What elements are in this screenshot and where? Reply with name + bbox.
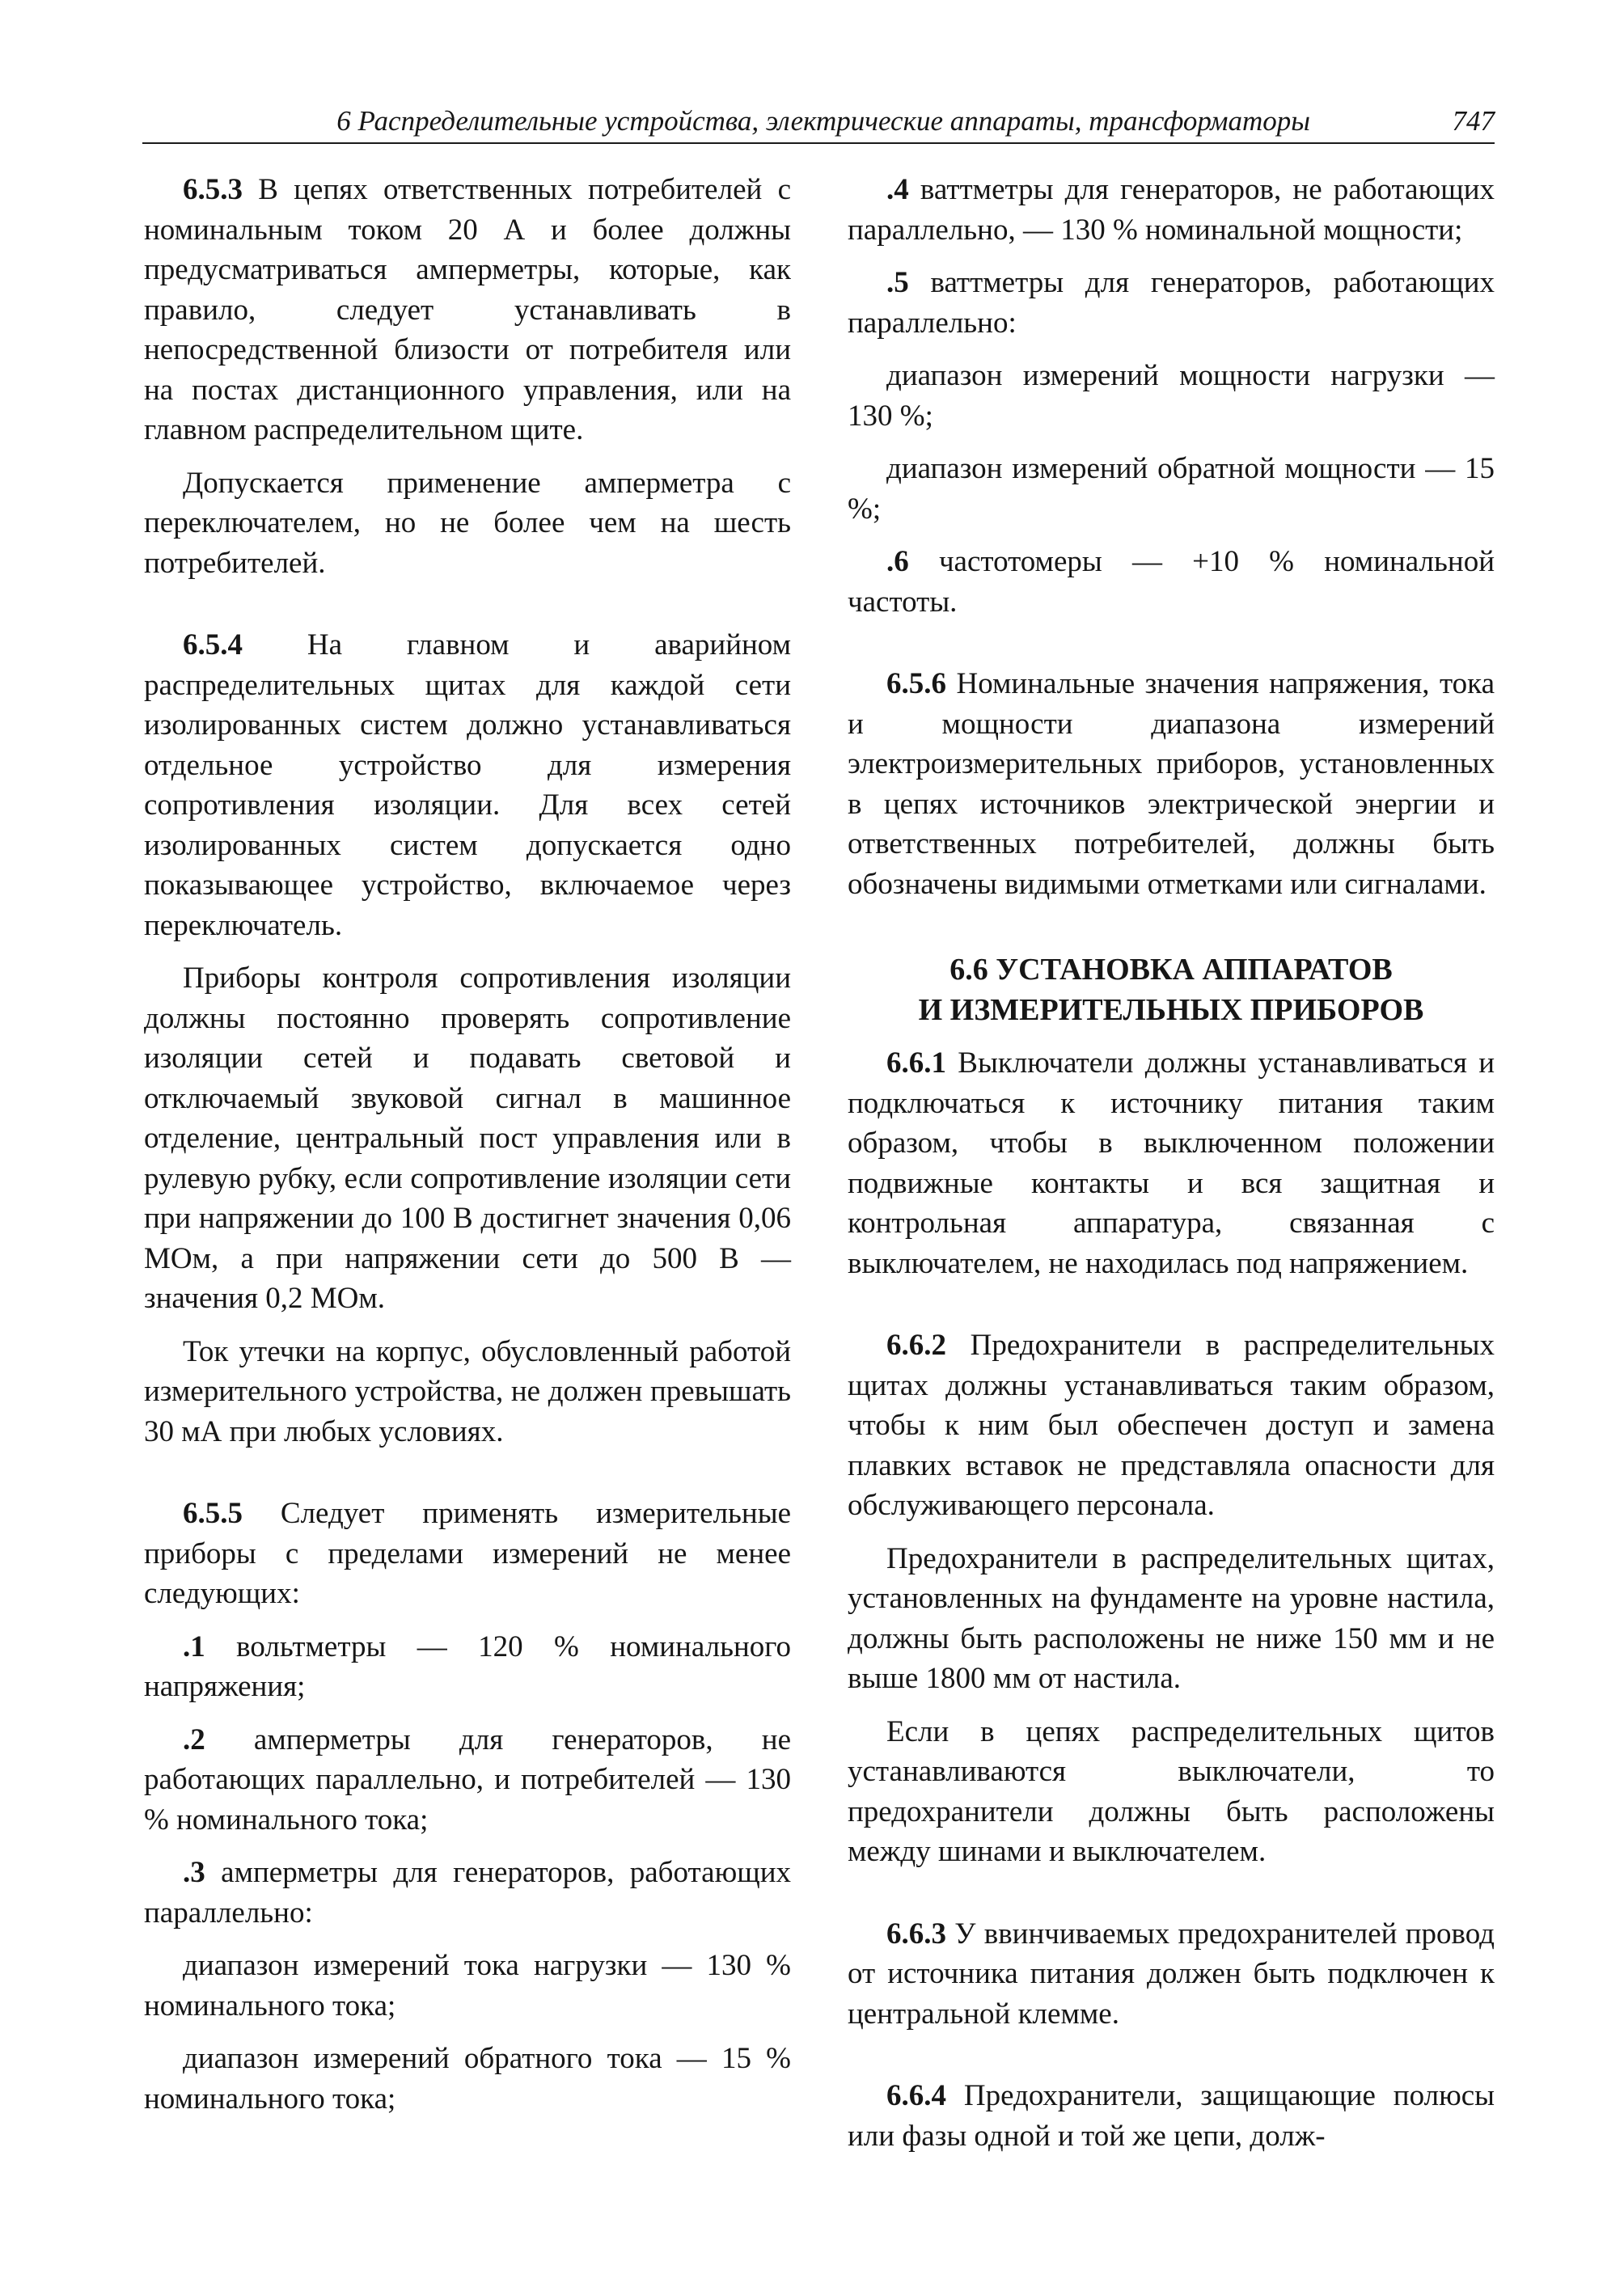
paragraph: Ток утечки на корпус, обусловленный работой измерительного устройства, не должен превышать 30 мА при любых условиях. (144, 1334, 791, 1448)
clause-6-5-3 (144, 170, 791, 450)
clause-6-6-3 (848, 1914, 1495, 2035)
item-text: амперметры для генераторов, не работающих параллельно, и потребителей — 130 % номинального тока; (144, 1722, 791, 1837)
paragraph: Предохранители в распределительных щитах, установленных на фундаменте на уровне настила, должны быть расположены не ниже 150 мм и не выше 1800 мм от настила. (848, 1541, 1495, 1695)
item-text: вольтметры — 120 % номинального напряжения; (144, 1629, 791, 1703)
clause-6-5-6 (848, 664, 1495, 904)
item-number: .1 (183, 1629, 205, 1663)
section-title-line-2: И ИЗМЕРИТЕЛЬНЫХ ПРИБОРОВ (918, 993, 1424, 1027)
sub-item: диапазон измерений обратного тока — 15 % номинального тока; (144, 2042, 791, 2116)
clause-number: 6.6.1 (886, 1046, 946, 1080)
clause-number: 6.5.4 (183, 628, 243, 662)
clause-text: Предохранители в распределительных щитах должны устанавливаться таким образом, чтобы к ним был обеспечен доступ и замена плавких вставок не представляла опасности для обслуживающего персонала. (848, 1329, 1495, 1522)
running-title: 6 Распределительные устройства, электрические аппараты, трансформаторы (336, 105, 1310, 137)
clause-text: Следует применять измерительные приборы с пределами измерений не менее следующих: (144, 1497, 792, 1610)
list-item-4 (848, 170, 1495, 250)
clause-number: 6.5.3 (183, 173, 243, 206)
clause-6-6-4 (848, 2076, 1495, 2156)
clause-number: 6.6.2 (886, 1329, 946, 1362)
section-title (848, 949, 1495, 1030)
item-number: .6 (886, 545, 909, 578)
clause-text: У ввинчиваемых предохранителей провод от источника питания должен быть подключен к центральной клемме. (848, 1917, 1495, 2031)
clause-number: 6.5.5 (183, 1497, 243, 1530)
running-header (142, 100, 1495, 144)
right-column (848, 170, 1495, 2156)
page-number: 747 (1452, 105, 1495, 137)
left-column (144, 170, 791, 2119)
sub-item: диапазон измерений мощности нагрузки — 130 %; (848, 359, 1495, 433)
clause-text: В цепях ответственных потребителей с номинальным током 20 А и более должны предусматриваться амперметры, которые, как правило, следует устанавливать в непосредственной близости от потребителя или на постах дистанционного управления, или на главном распределительном щите. (144, 173, 791, 446)
item-text: частотомеры — +10 % номинальной частоты. (848, 545, 1495, 619)
clause-text: Выключатели должны устанавливаться и подключаться к источнику питания таким образом, чтобы в выключенном положении подвижные контакты и вся защитная и контрольная аппаратура, связанная с выключателем, не находилась под напряжением. (848, 1046, 1495, 1280)
item-number: .3 (183, 1856, 205, 1889)
list-item-1 (144, 1627, 791, 1707)
sub-item: диапазон измерений тока нагрузки — 130 % номинального тока; (144, 1949, 791, 2023)
item-text: ваттметры для генераторов, работающих параллельно: (848, 266, 1495, 340)
item-text: ваттметры для генераторов, не работающих параллельно, — 130 % номинальной мощности; (848, 173, 1495, 247)
sub-item: диапазон измерений обратной мощности — 15 %; (848, 452, 1495, 526)
item-number: .2 (183, 1722, 205, 1756)
paragraph: Приборы контроля сопротивления изоляции должны постоянно проверять сопротивление изоляции сетей и подавать световой и отключаемый звуковой сигнал в машинное отделение, центральный пост управления или в рулевую рубку, если сопротивление изоляции сети при напряжении до 100 В достигнет значения 0,06 МОм, а при напряжении сети до 500 В — значения 0,2 МОм. (144, 962, 791, 1315)
clause-text: На главном и аварийном распределительных щитах для каждой сети изолированных систем должно устанавливаться отдельное устройство для измерения сопротивления изоляции. Для всех сетей изолированных систем допускается одно показывающее устройство, включаемое через переключатель. (144, 628, 792, 942)
clause-6-6-2 (848, 1325, 1495, 1526)
clause-number: 6.6.3 (886, 1917, 946, 1951)
clause-6-5-4 (144, 625, 791, 945)
clause-number: 6.6.4 (886, 2079, 946, 2112)
item-number: .4 (886, 173, 909, 206)
clause-number: 6.5.6 (886, 667, 946, 700)
clause-text: Предохранители, защищающие полюсы или фазы одной и той же цепи, долж- (848, 2079, 1495, 2153)
list-item-3 (144, 1853, 791, 1933)
list-item-5 (848, 263, 1495, 343)
list-item-2 (144, 1720, 791, 1841)
section-title-line-1: 6.6 УСТАНОВКА АППАРАТОВ (949, 953, 1393, 987)
list-item-6 (848, 542, 1495, 622)
paragraph: Допускается применение амперметра с переключателем, но не более чем на шесть потребителей. (144, 466, 791, 580)
paragraph: Если в цепях распределительных щитов устанавливаются выключатели, то предохранители должны быть расположены между шинами и выключателем. (848, 1714, 1495, 1868)
clause-6-5-5 (144, 1494, 791, 1614)
clause-text: Номинальные значения напряжения, тока и мощности диапазона измерений электроизмерительных приборов, установленных в цепях источников электрической энергии и ответственных потребителей, должны быть обозначены видимыми отметками или сигналами. (848, 667, 1495, 901)
item-text: амперметры для генераторов, работающих параллельно: (144, 1856, 791, 1930)
clause-6-6-1 (848, 1043, 1495, 1283)
item-number: .5 (886, 266, 909, 299)
